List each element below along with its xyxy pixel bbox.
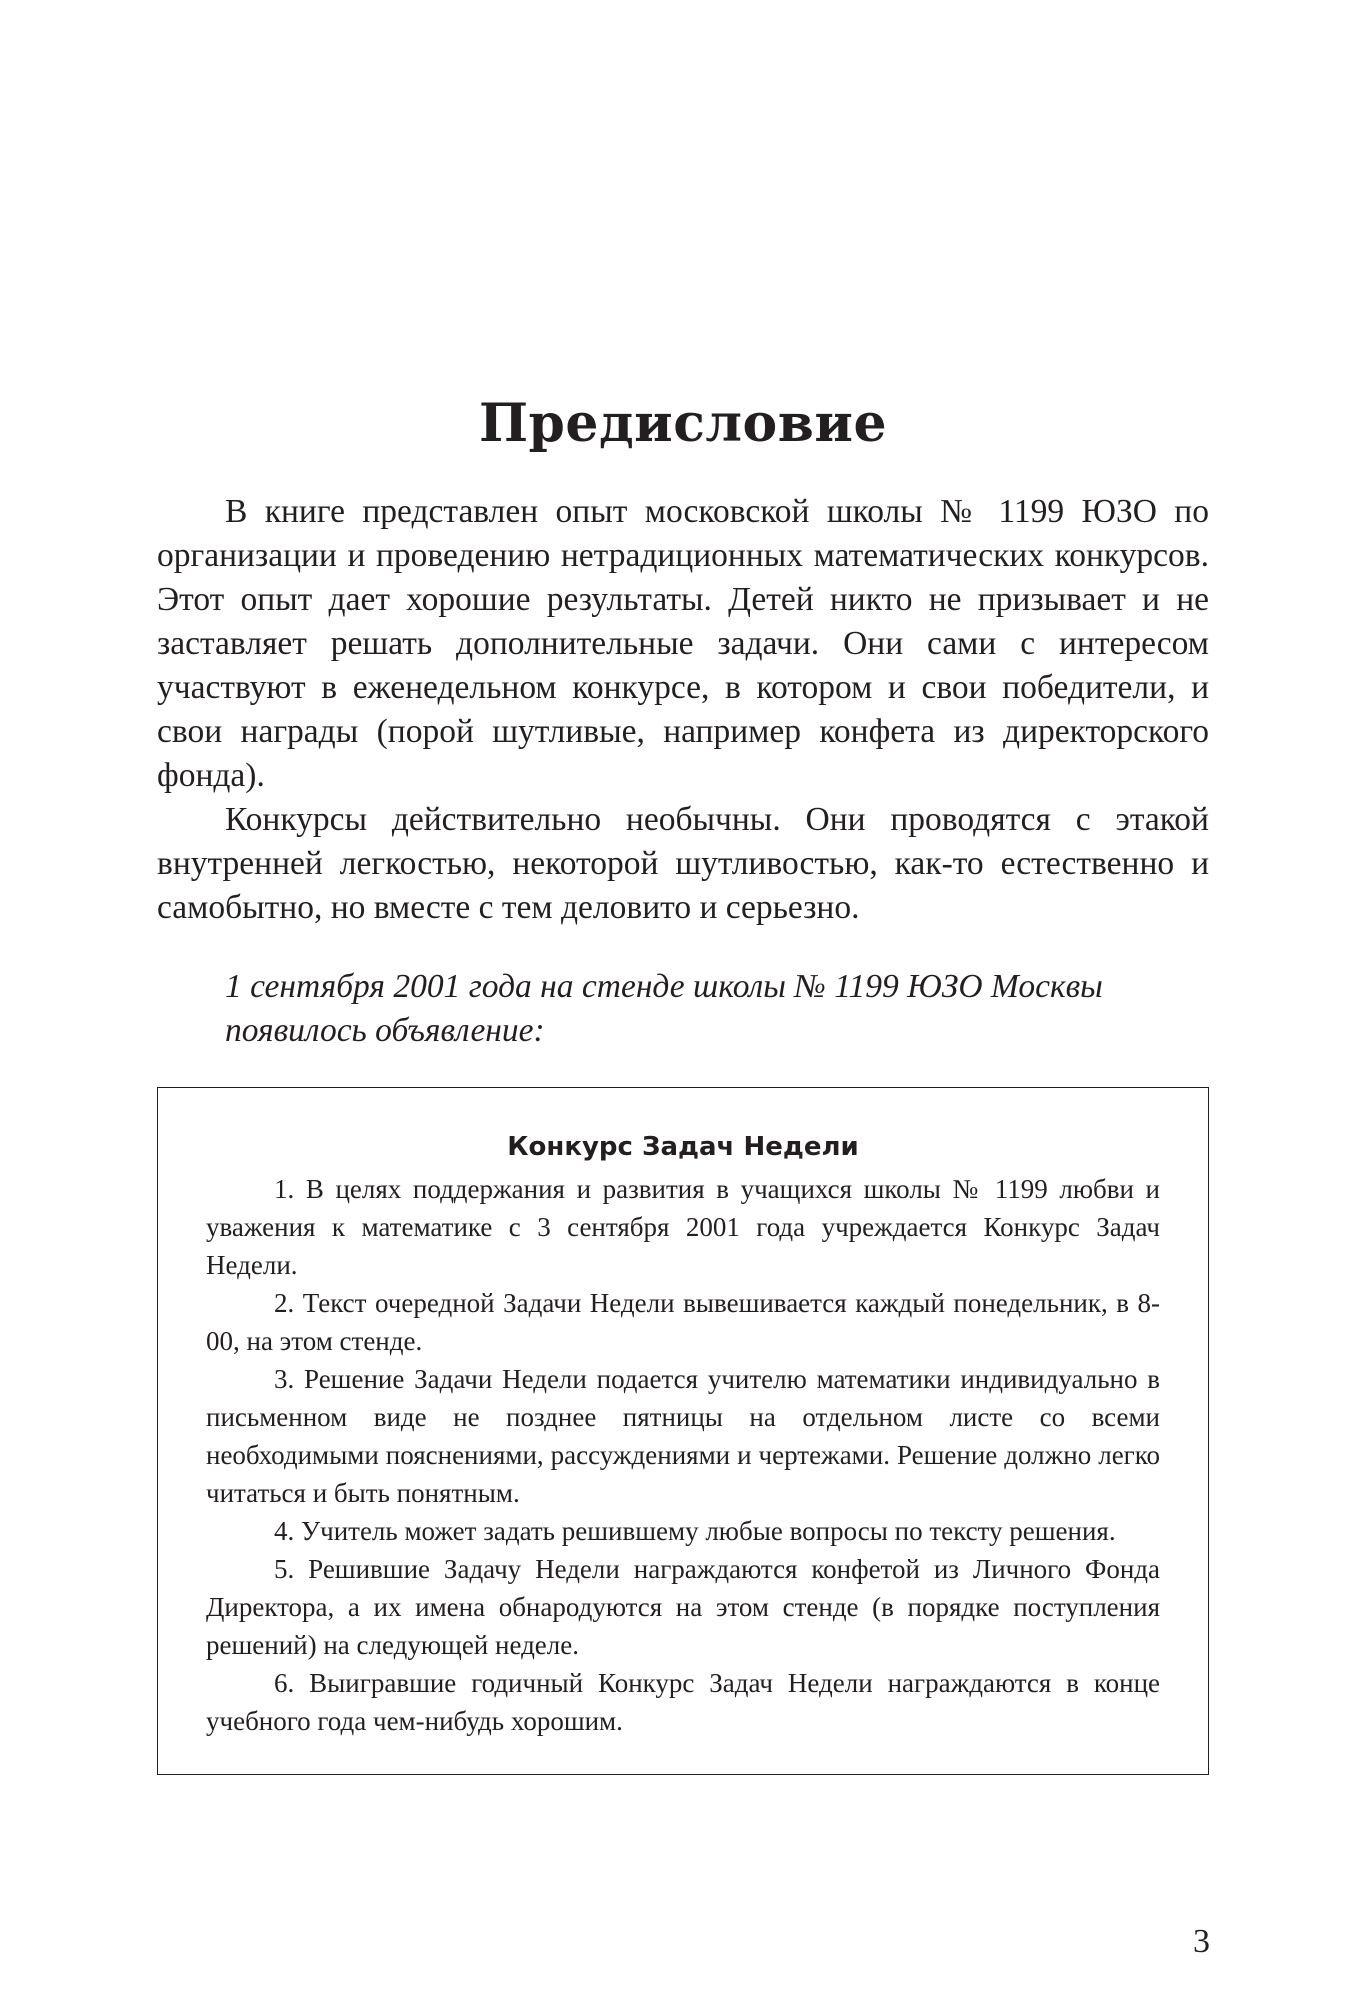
epigraph: 1 сентября 2001 года на стенде школы № 1199 ЮЗО Москвы появилось объявление:: [225, 968, 1103, 1049]
notice-title: Конкурс Задач Недели: [507, 1132, 859, 1162]
intro-paragraph: Конкурсы действительно необычны. Они проводятся с этакой внутренней легкостью, некоторой шутливостью, как-то естественно и самобытно, но вместе с тем деловито и серьезно.: [157, 801, 1209, 926]
intro-paragraph: В книге представлен опыт московской школы № 1199 ЮЗО по организации и проведению нетрадиционных математических конкурсов. Этот опыт дает хорошие результаты. Детей никто не призывает и не заставляет решать дополнительные задачи. Они сами с интересом участвуют в еженедельном конкурсе, в котором и свои победители, и свои награды (порой шутливые, например конфета из директорского фонда).: [157, 493, 1209, 794]
intro-text: [157, 490, 1209, 930]
notice-item: 2. Текст очередной Задачи Недели вывешивается каждый понедельник, в 8-00, на этом стенде.: [206, 1288, 1160, 1356]
notice-box: [157, 1087, 1209, 1775]
notice-item: 3. Решение Задачи Недели подается учителю математики индивидуально в письменном виде не позднее пятницы на отдельном листе со всеми необходимыми пояснениями, рассуждениями и чертежами. Решение должно легко читаться и быть понятным.: [206, 1364, 1160, 1508]
notice-item: 5. Решившие Задачу Недели награждаются конфетой из Личного Фонда Директора, а их имена обнародуются на этом стенде (в порядке поступления решений) на следующей неделе.: [206, 1554, 1160, 1660]
notice-item: 1. В целях поддержания и развития в учащихся школы № 1199 любви и уважения к математике с 3 сентября 2001 года учреждается Конкурс Задач Недели.: [206, 1174, 1160, 1280]
notice-item: 4. Учитель может задать решившему любые вопросы по тексту решения.: [274, 1516, 1116, 1546]
notice-list: [206, 1170, 1160, 1740]
page-number: 3: [1193, 1923, 1210, 1960]
page-title: Предисловие: [478, 393, 888, 454]
notice-item: 6. Выигравшие годичный Конкурс Задач Недели награждаются в конце учебного года чем-нибудь хорошим.: [206, 1668, 1160, 1736]
